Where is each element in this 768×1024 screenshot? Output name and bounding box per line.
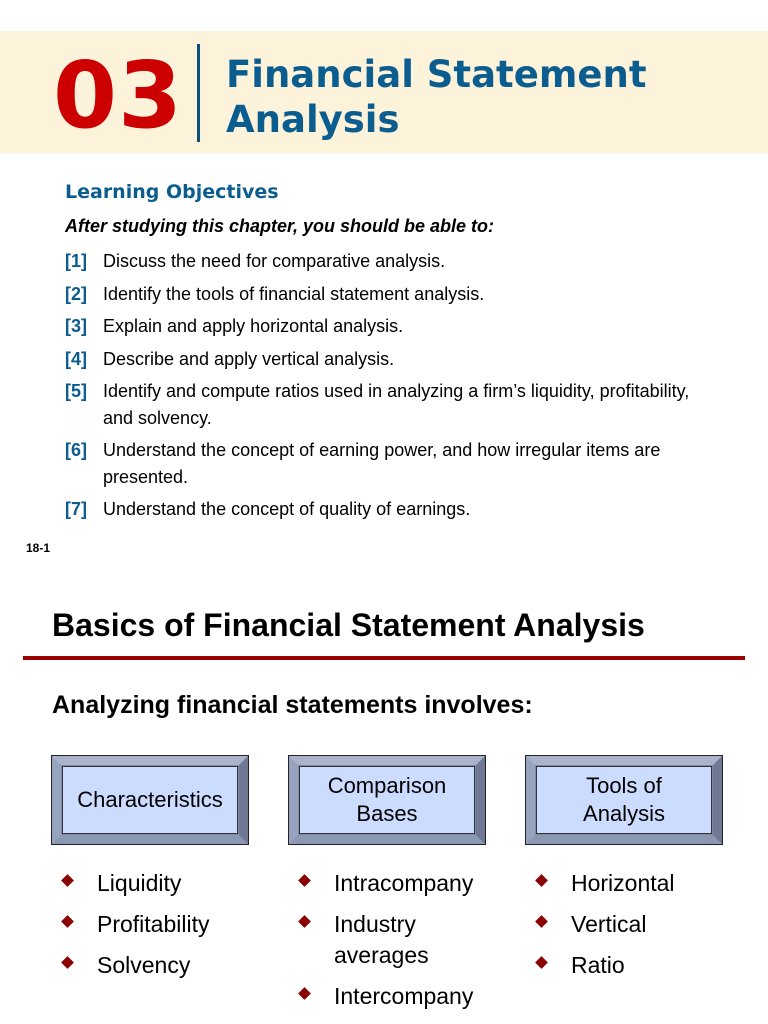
- box-label-line1: Characteristics: [77, 787, 223, 812]
- list-item-text: Profitability: [97, 911, 210, 937]
- objective-item: [65, 281, 715, 308]
- list-item-text: Industry averages: [334, 911, 429, 968]
- list-item: [289, 981, 489, 1012]
- list-item-text: Vertical: [571, 911, 647, 937]
- title-underline: [23, 656, 745, 660]
- comparison-bases-box: [288, 755, 486, 845]
- page-number: 18-1: [26, 541, 51, 555]
- chapter-number: 03: [53, 42, 184, 149]
- objective-text: Understand the concept of earning power, and how irregular items are presented.: [103, 440, 661, 487]
- box-label-line1: Tools of: [586, 773, 662, 798]
- box-label-line1: Comparison: [327, 773, 447, 798]
- list-item: [526, 950, 726, 981]
- list-item-text: Solvency: [97, 952, 191, 978]
- objective-item: [65, 437, 715, 490]
- objective-number: [2]: [65, 283, 87, 304]
- objective-number: [5]: [65, 381, 87, 401]
- objective-number: [4]: [65, 348, 87, 369]
- box-face: [299, 766, 475, 834]
- objective-item: [65, 378, 715, 431]
- learning-objectives-heading: Learning Objectives: [65, 181, 279, 203]
- diamond-bullet-icon: [61, 874, 74, 887]
- characteristics-box: [51, 755, 249, 845]
- chapter-title-line2: Analysis: [226, 98, 400, 141]
- diamond-bullet-icon: [61, 956, 74, 969]
- list-item: [289, 909, 444, 971]
- diamond-bullet-icon: [298, 987, 311, 1000]
- characteristics-list: [52, 868, 252, 991]
- objective-item: [65, 248, 715, 275]
- list-item-text: Liquidity: [97, 870, 182, 896]
- tools-of-analysis-box: [525, 755, 723, 845]
- diamond-bullet-icon: [61, 915, 74, 928]
- objective-number: [6]: [65, 440, 87, 460]
- box-label-line2: Bases: [356, 801, 418, 826]
- list-item: [289, 868, 489, 899]
- learning-objectives-intro: After studying this chapter, you should be able to:: [65, 216, 495, 236]
- list-item: [52, 868, 252, 899]
- list-item: [526, 909, 726, 940]
- comparison-bases-list: [289, 868, 489, 1022]
- objectives-list: [65, 248, 715, 529]
- box-face: [62, 766, 238, 834]
- objective-text: Understand the concept of quality of earnings.: [103, 499, 471, 519]
- tools-of-analysis-list: [526, 868, 726, 991]
- diamond-bullet-icon: [298, 874, 311, 887]
- objective-text: Explain and apply horizontal analysis.: [103, 316, 404, 336]
- objective-text: Describe and apply vertical analysis.: [103, 348, 395, 369]
- diamond-bullet-icon: [535, 874, 548, 887]
- diamond-bullet-icon: [535, 915, 548, 928]
- box-label-line2: Analysis: [583, 801, 665, 826]
- box-face: [536, 766, 712, 834]
- list-item: [52, 950, 252, 981]
- objective-item: [65, 313, 715, 340]
- diamond-bullet-icon: [535, 956, 548, 969]
- list-item-text: Horizontal: [571, 870, 675, 896]
- slide-title: Basics of Financial Statement Analysis: [52, 607, 645, 643]
- objective-text: Discuss the need for comparative analysis.: [103, 251, 446, 271]
- list-item: [52, 909, 252, 940]
- objective-number: [7]: [65, 499, 87, 519]
- objective-text: Identify the tools of financial statement analysis.: [103, 283, 485, 304]
- objective-number: [3]: [65, 316, 87, 336]
- objective-item: [65, 496, 715, 523]
- chapter-title: [226, 52, 647, 142]
- list-item: [526, 868, 726, 899]
- list-item-text: Intracompany: [334, 870, 474, 896]
- list-item-text: Intercompany: [334, 983, 474, 1009]
- objective-number: [1]: [65, 251, 87, 271]
- header-divider: [197, 44, 200, 142]
- slide-subtitle: Analyzing financial statements involves:: [52, 691, 533, 719]
- objective-text: Identify and compute ratios used in analyzing a firm’s liquidity, profitability, and solvency.: [103, 381, 690, 428]
- list-item-text: Ratio: [571, 952, 625, 978]
- diamond-bullet-icon: [298, 915, 311, 928]
- objective-item: [65, 346, 715, 373]
- chapter-title-line1: Financial Statement: [226, 53, 647, 96]
